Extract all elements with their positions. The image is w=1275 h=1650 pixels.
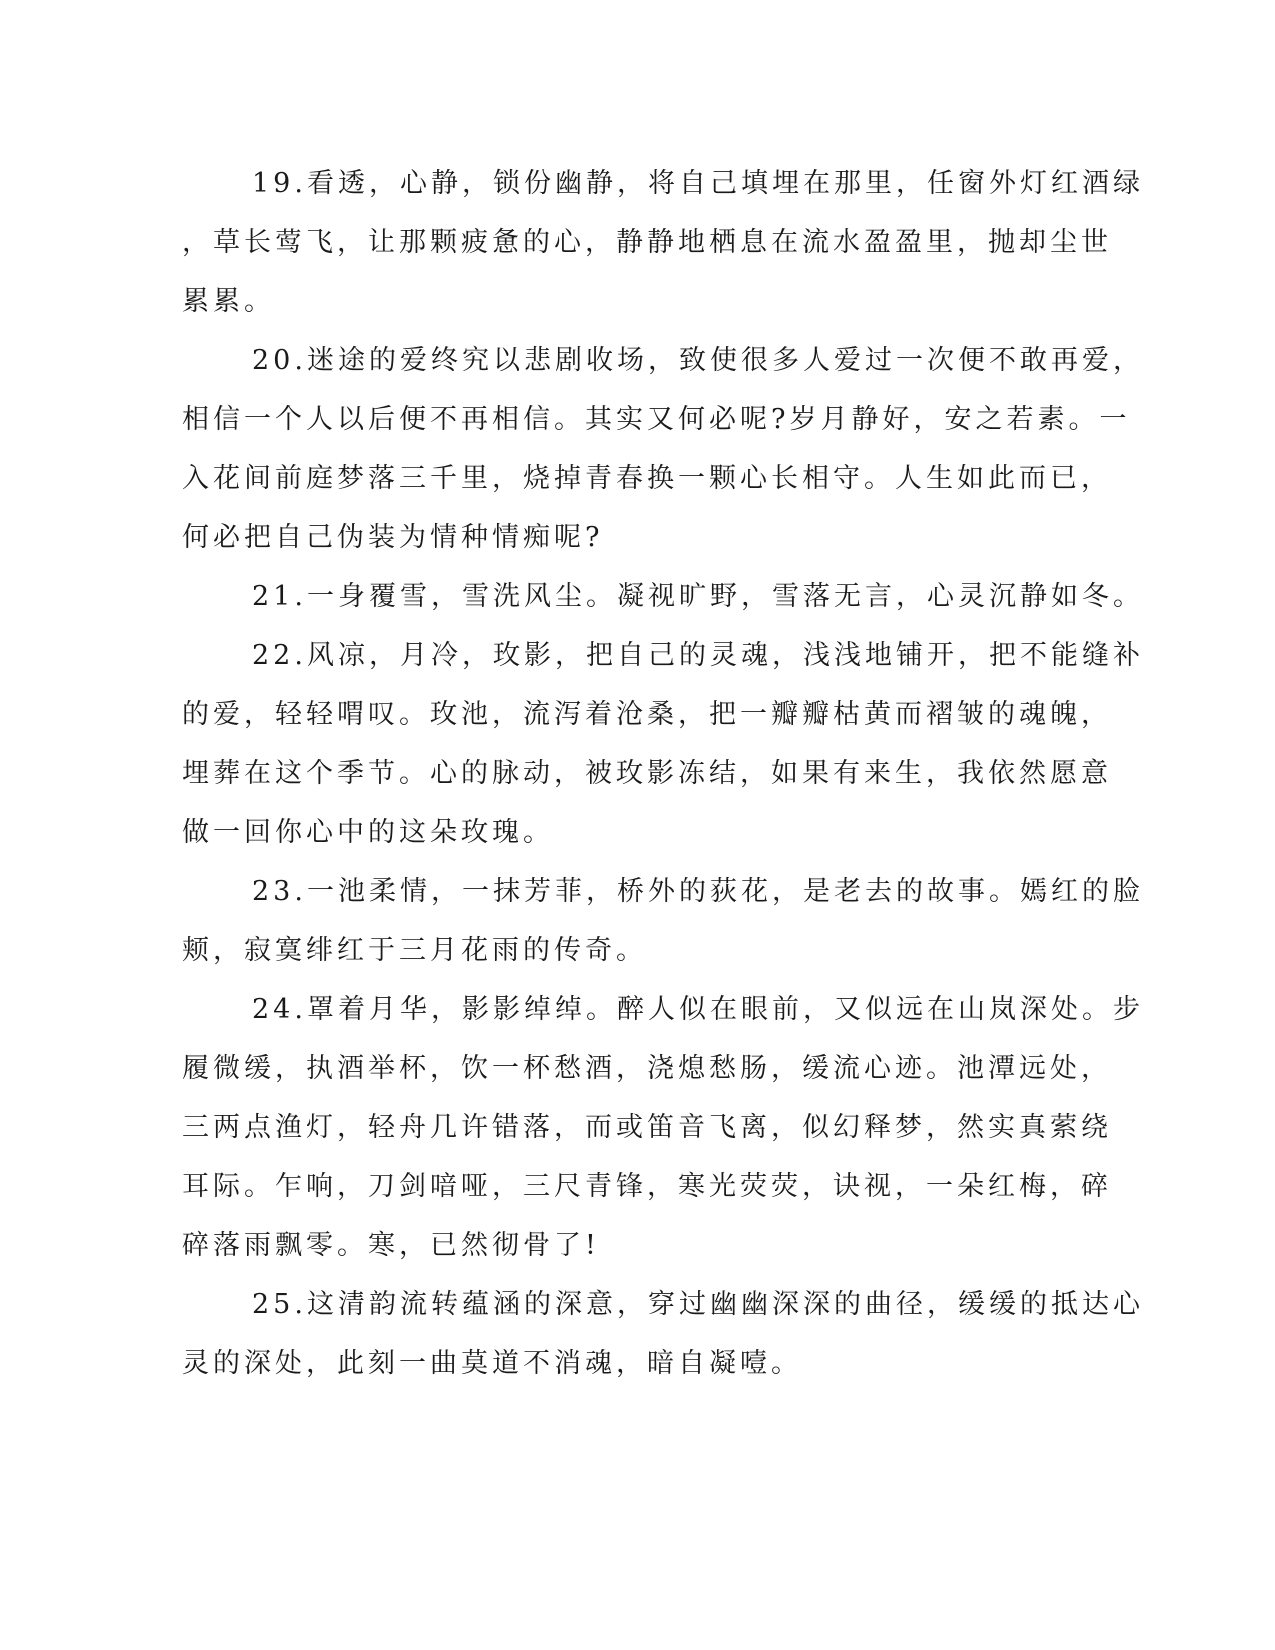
paragraph-20	[182, 331, 1144, 567]
text-line: 25.这清韵流转蕴涵的深意，穿过幽幽深深的曲径，缓缓的抵达心	[252, 1289, 1144, 1320]
document-body	[182, 154, 1144, 1393]
text-line: 的爱，轻轻喟叹。玫池，流泻着沧桑，把一瓣瓣枯黄而褶皱的魂魄，	[182, 699, 1112, 730]
text-line: 何必把自己伪装为情种情痴呢?	[182, 522, 604, 553]
text-line: 履微缓，执酒举杯，饮一杯愁酒，浇熄愁肠，缓流心迹。池潭远处，	[182, 1053, 1112, 1084]
text-line: 累累。	[182, 286, 275, 317]
text-line: 入花间前庭梦落三千里，烧掉青春换一颗心长相守。人生如此而已，	[182, 463, 1112, 494]
paragraph-23	[182, 862, 1144, 980]
text-line: 颊，寂寞绯红于三月花雨的传奇。	[182, 935, 647, 966]
text-line: 24.罩着月华，影影绰绰。醉人似在眼前，又似远在山岚深处。步	[252, 994, 1144, 1025]
text-line: 23.一池柔情，一抹芳菲，桥外的荻花，是老去的故事。嫣红的脸	[252, 876, 1144, 907]
text-line: 19.看透，心静，锁份幽静，将自己填埋在那里，任窗外灯红酒绿	[252, 168, 1144, 199]
paragraph-24	[182, 980, 1144, 1275]
paragraph-21	[182, 567, 1144, 626]
text-line: 21.一身覆雪，雪洗风尘。凝视旷野，雪落无言，心灵沉静如冬。	[252, 581, 1144, 612]
text-line: 20.迷途的爱终究以悲剧收场，致使很多人爱过一次便不敢再爱，	[252, 345, 1144, 376]
text-line: 耳际。乍响，刀剑喑哑，三尺青锋，寒光荧荧，诀视，一朵红梅，碎	[182, 1171, 1112, 1202]
paragraph-22	[182, 626, 1144, 862]
text-line: 做一回你心中的这朵玫瑰。	[182, 817, 554, 848]
text-line: 相信一个人以后便不再相信。其实又何必呢?岁月静好，安之若素。一	[182, 404, 1131, 435]
paragraph-25	[182, 1275, 1144, 1393]
text-line: ，草长莺飞，让那颗疲惫的心，静静地栖息在流水盈盈里，抛却尘世	[182, 227, 1112, 258]
text-line: 埋葬在这个季节。心的脉动，被玫影冻结，如果有来生，我依然愿意	[182, 758, 1112, 789]
text-line: 碎落雨飘零。寒，已然彻骨了!	[182, 1230, 600, 1261]
text-line: 22.风凉，月冷，玫影，把自己的灵魂，浅浅地铺开，把不能缝补	[252, 640, 1144, 671]
text-line: 三两点渔灯，轻舟几许错落，而或笛音飞离，似幻释梦，然实真萦绕	[182, 1112, 1112, 1143]
paragraph-19	[182, 154, 1144, 331]
text-line: 灵的深处，此刻一曲莫道不消魂，暗自凝噎。	[182, 1348, 802, 1379]
